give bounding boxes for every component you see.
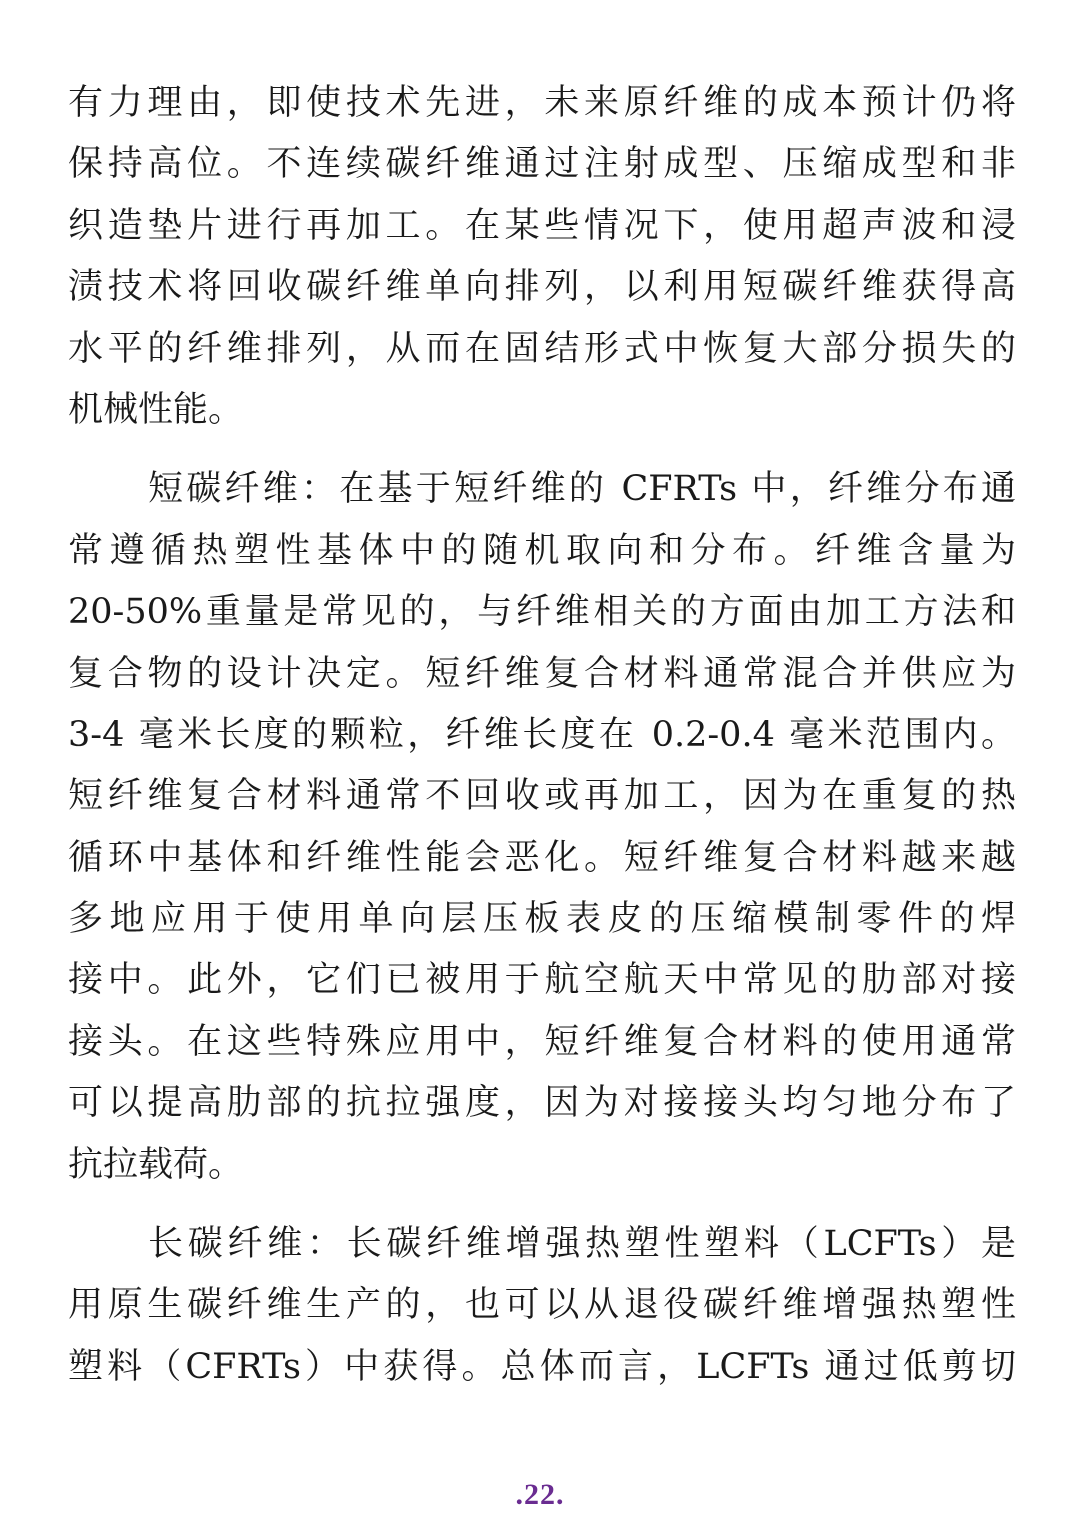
text-line: 接中。此外，它们已被用于航空航天中常见的肋部对接	[68, 960, 1016, 1001]
text-line: 3-4 毫米长度的颗粒，纤维长度在 0.2-0.4 毫米范围内。	[68, 714, 1016, 755]
text-line: 用原生碳纤维生产的，也可以从退役碳纤维增强热塑性	[68, 1285, 1016, 1326]
page-number: .22.	[515, 1478, 565, 1511]
paragraph-3	[68, 1214, 1016, 1398]
text-line: 多地应用于使用单向层压板表皮的压缩模制零件的焊	[68, 899, 1016, 940]
text-line: 渍技术将回收碳纤维单向排列，以利用短碳纤维获得高	[68, 267, 1016, 308]
text-line: 复合物的设计决定。短纤维复合材料通常混合并供应为	[68, 653, 1016, 694]
text-line: 循环中基体和纤维性能会恶化。短纤维复合材料越来越	[68, 837, 1016, 878]
text-line: 保持高位。不连续碳纤维通过注射成型、压缩成型和非	[68, 144, 1016, 185]
paragraph-gap	[68, 441, 1016, 459]
text-line: 长碳纤维：长碳纤维增强热塑性塑料（LCFTs）是	[148, 1224, 1016, 1265]
text-line: 短碳纤维：在基于短纤维的 CFRTs 中，纤维分布通	[148, 469, 1016, 510]
text-line: 可以提高肋部的抗拉强度，因为对接接头均匀地分布了	[68, 1083, 1016, 1124]
text-line: 20-50%重量是常见的，与纤维相关的方面由加工方法和	[68, 592, 1016, 633]
text-line: 水平的纤维排列，从而在固结形式中恢复大部分损失的	[68, 328, 1016, 369]
text-line: 短纤维复合材料通常不回收或再加工，因为在重复的热	[68, 776, 1016, 817]
paragraph-gap	[68, 1196, 1016, 1214]
paragraph-2	[68, 459, 1016, 1196]
text-line: 常遵循热塑性基体中的随机取向和分布。纤维含量为	[68, 530, 1016, 571]
text-line: 塑料（CFRTs）中获得。总体而言，LCFTs 通过低剪切	[68, 1346, 1016, 1387]
paragraph-1	[68, 73, 1016, 441]
text-line: 机械性能。	[68, 389, 244, 430]
text-line: 接头。在这些特殊应用中，短纤维复合材料的使用通常	[68, 1021, 1016, 1062]
text-line: 有力理由，即使技术先进，未来原纤维的成本预计仍将	[68, 83, 1016, 123]
text-line: 织造垫片进行再加工。在某些情况下，使用超声波和浸	[68, 205, 1016, 246]
text-line: 抗拉载荷。	[68, 1144, 244, 1185]
body-text	[68, 73, 1016, 1398]
